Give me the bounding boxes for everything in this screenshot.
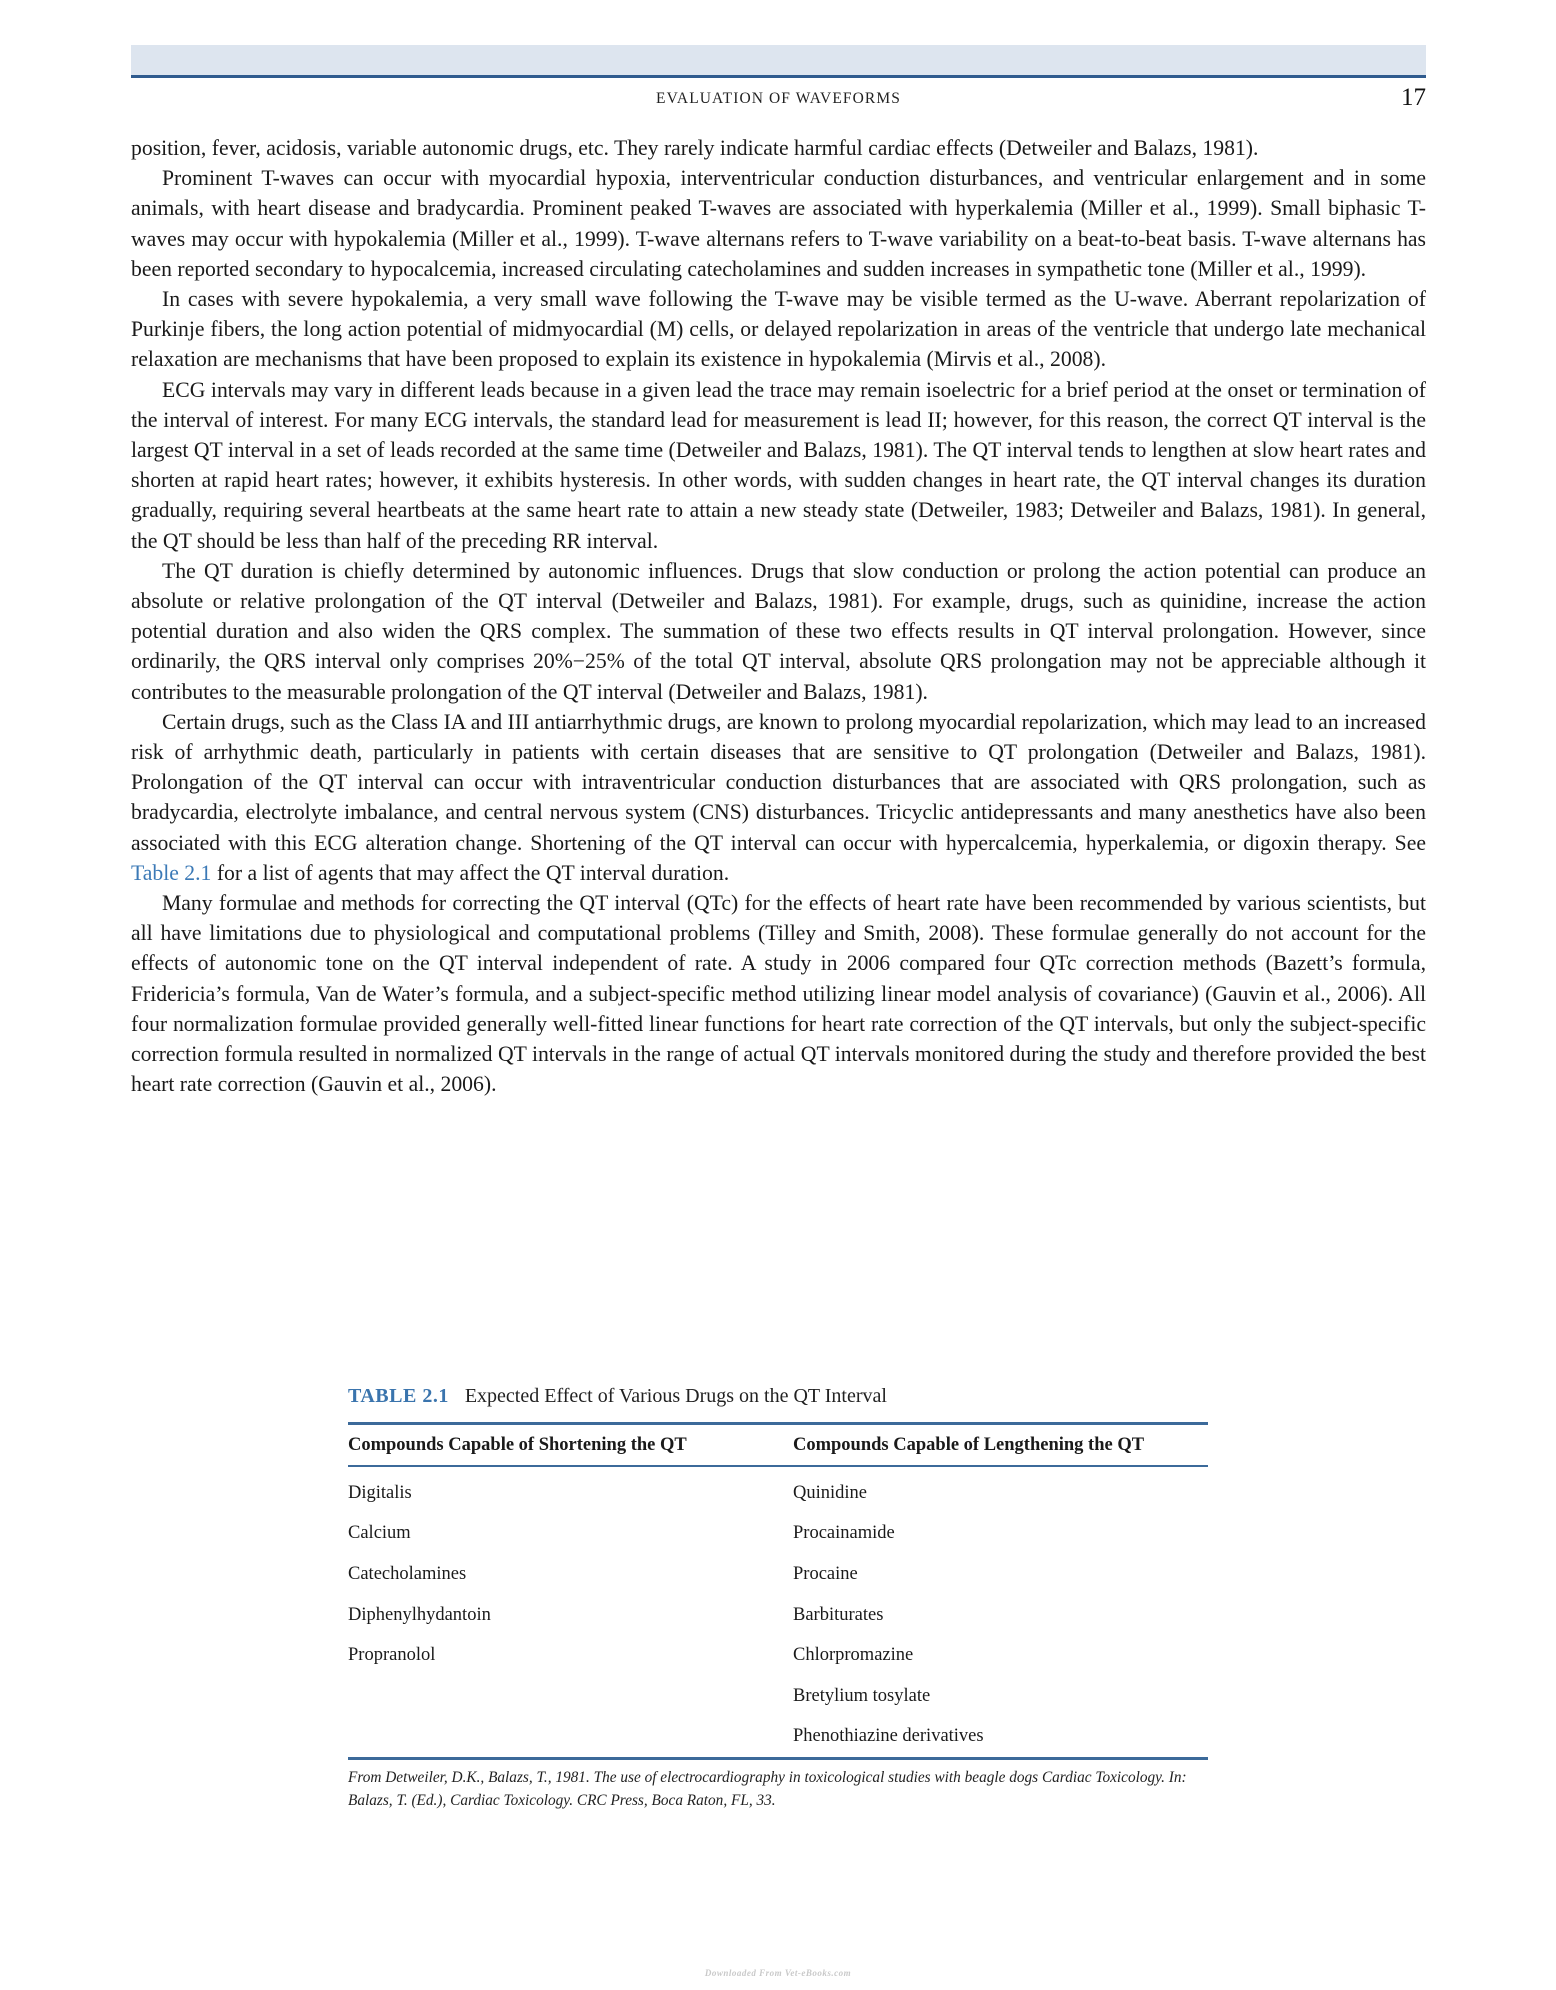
table-2-1-link[interactable]: Table 2.1: [131, 860, 212, 885]
body-text: [131, 133, 1426, 1100]
table-2-1: [348, 1385, 1208, 1812]
table-row: [348, 1466, 1208, 1514]
table-cell: [348, 1717, 793, 1759]
table-cell: Chlorpromazine: [793, 1645, 914, 1666]
table-footnote: From Detweiler, D.K., Balazs, T., 1981. The use of electrocardiography in toxicological studies with beagle dogs Cardiac Toxicology. In: Balazs, T. (Ed.), Cardiac Toxicology. CRC Press, Boca Raton, FL, 33.: [348, 1769, 1187, 1810]
table-cell: Propranolol: [348, 1645, 436, 1666]
table-label: TABLE 2.1: [348, 1385, 449, 1407]
header-band: [131, 45, 1426, 78]
paragraph-6-text-a: Certain drugs, such as the Class IA and III antiarrhythmic drugs, are known to prolong myocardial repolarization, which may lead to an increased risk of arrhythmic death, particularly in patients with certain diseases that are sensitive to QT prolongation (Detweiler and Balazs, 1981). Prolongation of the QT interval can occur with intraventricular conduction disturbances that are associated with QRS prolongation, such as bradycardia, electrolyte imbalance, and central nervous system (CNS) disturbances. Tricyclic antidepressants and many anesthetics have also been associated with this ECG alteration change. Shortening of the QT interval can occur with hypercalcemia, hyperkalemia, or digoxin therapy. See: [131, 709, 1426, 855]
paragraph-7: Many formulae and methods for correcting the QT interval (QTc) for the effects of heart rate have been recommended by various scientists, but all have limitations due to physiological and computational problems (Tilley and Smith, 2008). These formulae generally do not account for the effects of autonomic tone on the QT interval independent of rate. A study in 2006 compared four QTc correction methods (Bazett’s formula, Fridericia’s formula, Van de Water’s formula, and a subject-specific method utilizing linear model analysis of covariance) (Gauvin et al., 2006). All four normalization formulae provided generally well-fitted linear functions for heart rate correction of the QT intervals, but only the subject-specific correction formula resulted in normalized QT intervals in the range of actual QT intervals monitored during the study and therefore provided the best heart rate correction (Gauvin et al., 2006).: [131, 891, 1426, 1097]
table-row: [348, 1595, 1208, 1636]
column-header-lengthening: Compounds Capable of Lengthening the QT: [793, 1424, 1208, 1467]
table-cell: Digitalis: [348, 1482, 412, 1503]
table-row: [348, 1514, 1208, 1555]
table-cell: Calcium: [348, 1523, 411, 1544]
column-header-shortening: Compounds Capable of Shortening the QT: [348, 1424, 793, 1467]
table-cell: Procainamide: [793, 1523, 895, 1544]
table-cell: Bretylium tosylate: [793, 1685, 931, 1706]
watermark: Downloaded From Vet-eBooks.com: [704, 1968, 852, 1978]
table-title: Expected Effect of Various Drugs on the QT Interval: [464, 1385, 887, 1407]
table-cell: [348, 1676, 793, 1717]
table-row: [348, 1554, 1208, 1595]
paragraph-2: Prominent T-waves can occur with myocardial hypoxia, interventricular conduction disturbances, and ventricular enlargement and in some animals, with heart disease and bradycardia. Prominent peaked T-waves are associated with hyperkalemia (Miller et al., 1999). Small biphasic T-waves may occur with hypokalemia (Miller et al., 1999). T-wave alternans refers to T-wave variability on a beat-to-beat basis. T-wave alternans has been reported secondary to hypocalcemia, increased circulating catecholamines and sudden increases in sympathetic tone (Miller et al., 1999).: [131, 166, 1426, 281]
paragraph-6-text-b: for a list of agents that may affect the QT interval duration.: [211, 860, 730, 885]
table-header-row: [348, 1424, 1208, 1467]
paragraph-1: position, fever, acidosis, variable autonomic drugs, etc. They rarely indicate harmful cardiac effects (Detweiler and Balazs, 1981).: [131, 136, 1259, 160]
table-caption: [348, 1385, 1208, 1408]
table-cell: Procaine: [793, 1563, 858, 1584]
page-number: 17: [1401, 84, 1426, 111]
qt-drug-table: [348, 1422, 1208, 1760]
paragraph-5: The QT duration is chiefly determined by autonomic influences. Drugs that slow conduction or prolong the action potential can produce an absolute or relative prolongation of the QT interval (Detweiler and Balazs, 1981). For example, drugs, such as quinidine, increase the action potential duration and also widen the QRS complex. The summation of these two effects results in QT interval prolongation. However, since ordinarily, the QRS interval only comprises 20%−25% of the total QT interval, absolute QRS prolongation may not be appreciable although it contributes to the measurable prolongation of the QT interval (Detweiler and Balazs, 1981).: [131, 558, 1426, 704]
table-cell: Phenothiazine derivatives: [793, 1717, 1208, 1759]
paragraph-4: ECG intervals may vary in different leads because in a given lead the trace may remain isoelectric for a brief period at the onset or termination of the interval of interest. For many ECG intervals, the standard lead for measurement is lead II; however, for this reason, the correct QT interval is the largest QT interval in a set of leads recorded at the same time (Detweiler and Balazs, 1981). The QT interval tends to lengthen at slow heart rates and shorten at rapid heart rates; however, it exhibits hysteresis. In other words, with sudden changes in heart rate, the QT interval changes its duration gradually, requiring several heartbeats at the same heart rate to attain a new steady state (Detweiler, 1983; Detweiler and Balazs, 1981). In general, the QT should be less than half of the preceding RR interval.: [131, 377, 1426, 553]
table-cell: Quinidine: [793, 1482, 867, 1503]
paragraph-3: In cases with severe hypokalemia, a very small wave following the T-wave may be visible termed as the U-wave. Aberrant repolarization of Purkinje fibers, the long action potential of midmyocardial (M) cells, or delayed repolarization in areas of the ventricle that undergo late mechanical relaxation are mechanisms that have been proposed to explain its existence in hypokalemia (Mirvis et al., 2008).: [131, 287, 1426, 372]
table-row: [348, 1676, 1208, 1717]
table-cell: Barbiturates: [793, 1604, 884, 1625]
paragraph-6: [131, 707, 1426, 888]
running-title: EVALUATION OF WAVEFORMS: [656, 90, 901, 107]
table-cell: Catecholamines: [348, 1563, 467, 1584]
table-cell: Diphenylhydantoin: [348, 1604, 491, 1625]
table-row: [348, 1717, 1208, 1759]
running-head: [131, 84, 1426, 118]
table-row: [348, 1635, 1208, 1676]
